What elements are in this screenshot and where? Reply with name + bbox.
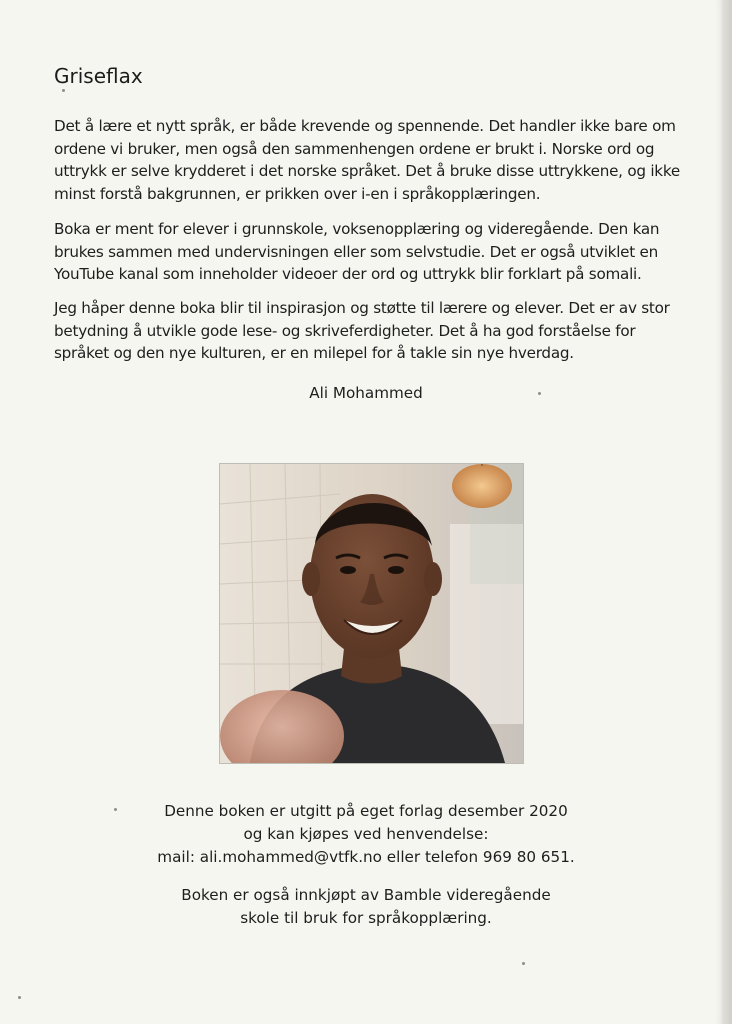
paper-speck xyxy=(522,962,525,965)
intro-line-4: minst forstå bakgrunnen, er prikken over i-en i språkopplæringen. xyxy=(54,184,541,203)
intro-paragraph xyxy=(54,115,704,205)
author-photo xyxy=(219,463,524,764)
paper-speck xyxy=(18,996,21,999)
page-edge-shadow xyxy=(722,0,732,1024)
book-title: Griseflax xyxy=(54,64,143,88)
audience-line-1: Boka er ment for elever i grunnskole, voksenopplæring og videregående. Den kan xyxy=(54,220,660,238)
audience-line-2: brukes sammen med undervisningen eller som selvstudie. Det er også utviklet en xyxy=(54,242,659,261)
hope-paragraph xyxy=(54,297,704,365)
publication-line-1: Denne boken er utgitt på eget forlag desember 2020 xyxy=(164,802,568,820)
intro-line-1: Det å lære et nytt språk, er både krevende og spennende. Det handler ikke bare om xyxy=(54,117,676,135)
author-name: Ali Mohammed xyxy=(309,384,423,402)
paper-speck xyxy=(538,392,541,395)
intro-line-2: ordene vi bruker, men også den sammenhengen ordene er brukt i. Norske ord og xyxy=(54,139,655,158)
paper-speck xyxy=(114,808,117,811)
intro-line-3: uttrykk er selve krydderet i det norske språket. Det å bruke disse uttrykkene, og ikke xyxy=(54,162,680,180)
audience-line-3: YouTube kanal som inneholder videoer der ord og uttrykk blir forklart på somali. xyxy=(54,265,642,283)
author-portrait-photo-icon xyxy=(220,464,523,763)
hope-line-2: betydning å utvikle gode lese- og skriveferdigheter. Det å ha god forståelse for xyxy=(54,321,636,340)
paper-speck xyxy=(62,89,65,92)
purchase-line-2: skole til bruk for språkopplæring. xyxy=(240,909,492,927)
publication-info xyxy=(0,800,732,869)
purchase-note xyxy=(0,884,732,930)
publication-line-2: og kan kjøpes ved henvendelse: xyxy=(243,825,489,843)
purchase-line-1: Boken er også innkjøpt av Bamble videregående xyxy=(181,886,551,904)
audience-paragraph xyxy=(54,218,704,286)
publication-contact-line: mail: ali.mohammed@vtfk.no eller telefon 969 80 651. xyxy=(157,848,575,866)
hope-line-1: Jeg håper denne boka blir til inspirasjon og støtte til lærere og elever. Det er av stor xyxy=(54,299,670,317)
hope-line-3: språket og den nye kulturen, er en milepel for å takle sin nye hverdag. xyxy=(54,344,574,362)
